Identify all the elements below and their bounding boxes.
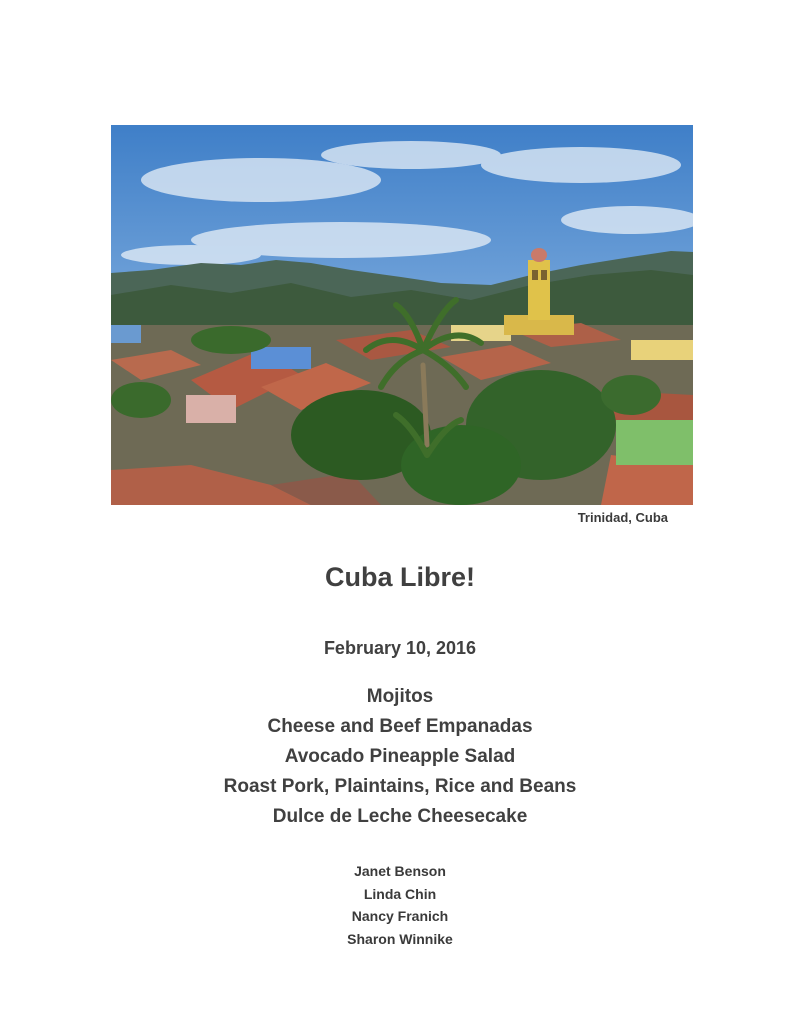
menu-item: Roast Pork, Plaintains, Rice and Beans [223, 776, 577, 797]
menu-item: Cheese and Beef Empanadas [267, 716, 533, 737]
menu-item: Mojitos [366, 686, 434, 707]
menu-item: Avocado Pineapple Salad [284, 746, 516, 767]
photo-caption: Trinidad, Cuba [577, 510, 668, 525]
page-title: Cuba Libre! [324, 562, 475, 592]
host-name: Nancy Franich [351, 908, 449, 924]
host-name: Janet Benson [354, 863, 446, 879]
host-name: Linda Chin [363, 885, 437, 902]
town-photo [111, 125, 693, 505]
hosts-list [0, 860, 800, 950]
menu-list [0, 682, 800, 832]
host-name: Sharon Winnike [347, 930, 453, 947]
event-date: February 10, 2016 [323, 638, 477, 658]
menu-item: Dulce de Leche Cheesecake [272, 806, 528, 827]
town-photo-illustration [111, 125, 693, 505]
